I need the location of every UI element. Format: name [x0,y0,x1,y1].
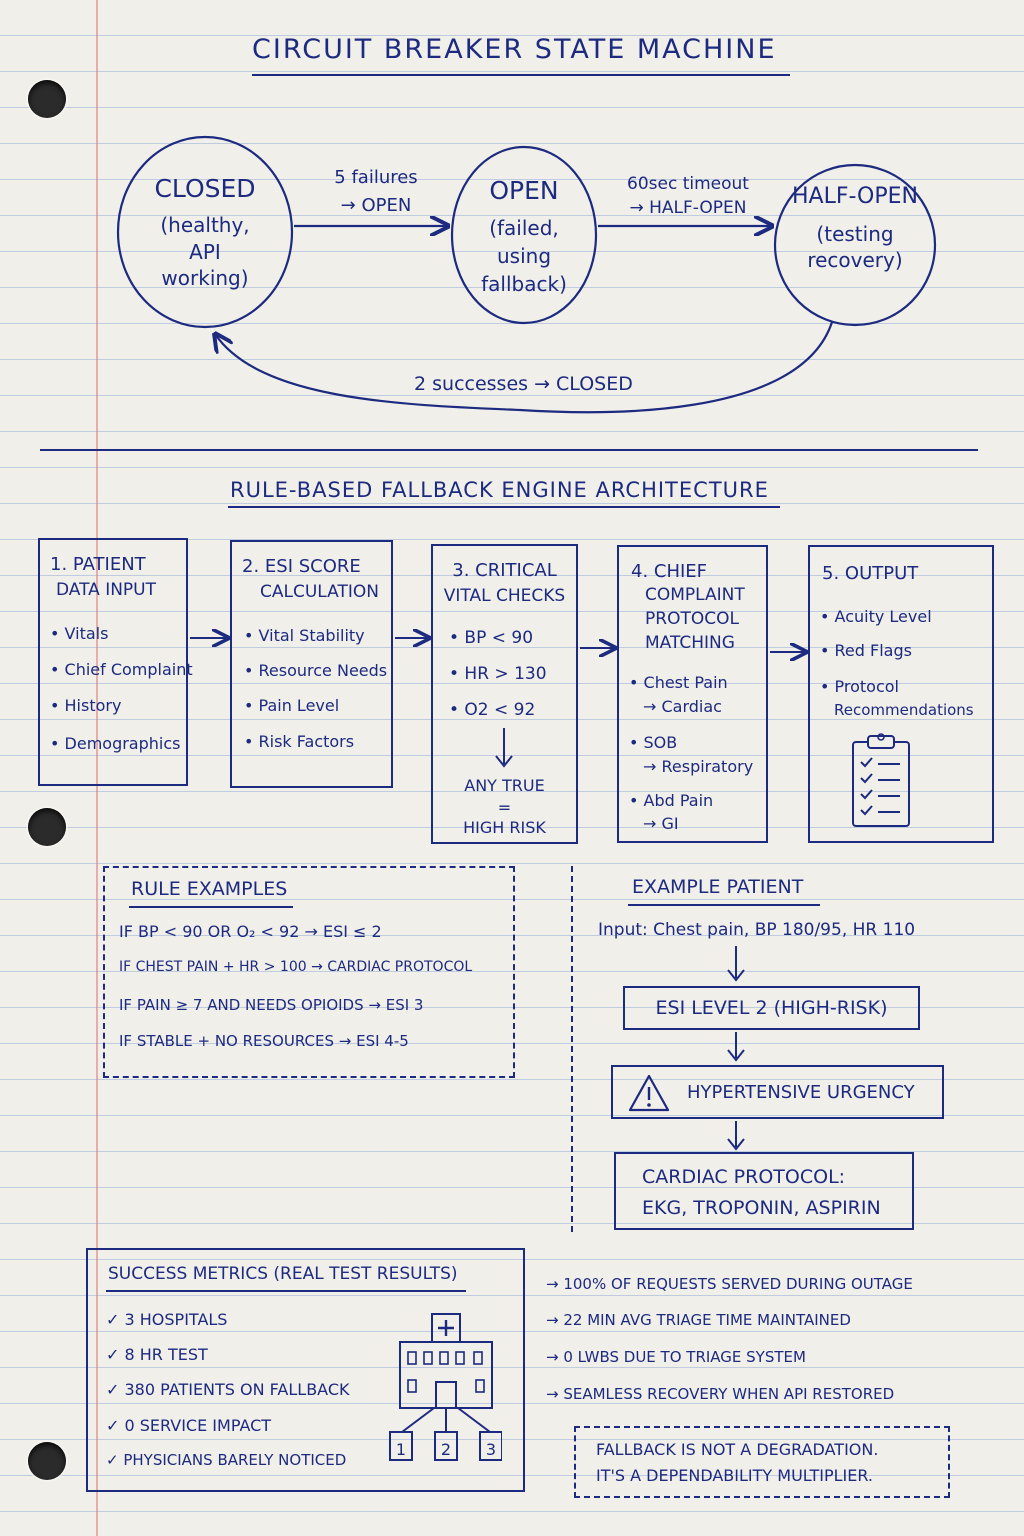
step-title: 5. OUTPUT [822,563,919,584]
down-arrow [722,944,752,986]
open-state-desc: fallback) [481,272,567,296]
quote-panel [574,1426,950,1498]
step-item: → GI [643,814,679,833]
transition-label: 60sec timeout [627,174,749,194]
architecture-title: RULE-BASED FALLBACK ENGINE ARCHITECTURE [230,478,769,502]
step-item: • BP < 90 [449,628,534,648]
closed-state-desc: (healthy, [160,213,250,237]
example-patient-title: EXAMPLE PATIENT [632,876,804,898]
node-label: 1 [395,1440,407,1459]
warning-result [611,1065,944,1119]
open-state-desc: using [496,244,552,268]
down-arrow [722,1119,752,1153]
result-line: → 22 MIN AVG TRIAGE TIME MAINTAINED [546,1311,851,1329]
dashed-divider [571,866,573,1232]
transition-label: → OPEN [340,195,412,216]
protocol-label: CARDIAC PROTOCOL: [642,1166,846,1188]
transition-half-open-to-closed [215,322,832,412]
step-item: • Red Flags [820,641,912,660]
title-underline [228,506,780,508]
result-line: → 0 LWBS DUE TO TRIAGE SYSTEM [546,1348,806,1366]
closed-state-desc: working) [161,266,249,290]
title-underline [129,906,293,908]
node-label: 2 [440,1440,452,1459]
step-title: MATCHING [645,633,735,653]
half-open-state-desc: recovery) [807,248,903,272]
metric-item: ✓ 380 PATIENTS ON FALLBACK [106,1380,350,1399]
step-title: VITAL CHECKS [443,586,566,606]
step-title: 1. PATIENT [50,554,146,575]
esi-level-result [623,986,920,1030]
step-item: • History [50,696,122,715]
rule-line: IF PAIN ≥ 7 AND NEEDS OPIOIDS → ESI 3 [119,996,424,1014]
step-item: • Resource Needs [244,661,388,680]
step-title: CALCULATION [260,582,379,602]
warning-label: HYPERTENSIVE URGENCY [687,1082,915,1103]
punch-hole [28,808,66,846]
step-title: 2. ESI SCORE [242,556,361,577]
closed-state-label: CLOSED [154,174,256,203]
rule-line: IF BP < 90 OR O₂ < 92 → ESI ≤ 2 [119,922,382,941]
step-title: COMPLAINT [645,585,745,605]
step-item: • Vitals [50,624,109,643]
down-arrow [722,1030,752,1064]
closed-state-desc: API [189,240,221,264]
section-divider [40,449,978,451]
result-line: → 100% OF REQUESTS SERVED DURING OUTAGE [546,1275,913,1293]
protocol-result [614,1152,914,1230]
transition-label: → HALF-OPEN [629,198,747,218]
step-item: • O2 < 92 [449,700,536,720]
transition-label: 5 failures [334,167,418,188]
rule-line: IF CHEST PAIN + HR > 100 → CARDIAC PROTOCOL [119,959,473,975]
step-title: PROTOCOL [645,609,739,629]
metric-item: ✓ 8 HR TEST [106,1345,208,1364]
state-machine-title: CIRCUIT BREAKER STATE MACHINE [252,34,777,65]
step-title: 4. CHIEF [631,561,708,582]
esi-level-label: ESI LEVEL 2 (HIGH-RISK) [655,997,888,1019]
panel-title: RULE EXAMPLES [131,878,288,900]
step-item: • Abd Pain [629,791,714,810]
step-item: • Vital Stability [244,626,365,645]
step-item: • Chief Complaint [50,660,193,679]
panel-title: SUCCESS METRICS (REAL TEST RESULTS) [108,1264,458,1284]
half-open-state-desc: (testing [816,222,894,246]
down-arrow [490,726,520,770]
example-input: Input: Chest pain, BP 180/95, HR 110 [598,920,916,940]
metric-item: ✓ PHYSICIANS BARELY NOTICED [106,1451,347,1469]
open-state-label: OPEN [489,176,559,205]
step-title: 3. CRITICAL [452,560,557,581]
step-item: • Protocol [820,677,899,696]
result-line: → SEAMLESS RECOVERY WHEN API RESTORED [546,1385,895,1403]
step-result: ANY TRUE [464,776,545,795]
step-item: • Chest Pain [629,673,728,692]
quote-line: IT'S A DEPENDABILITY MULTIPLIER. [596,1466,874,1485]
title-underline [628,904,820,906]
step-title: DATA INPUT [56,580,157,600]
step-item: • Acuity Level [820,607,932,626]
step-result: HIGH RISK [463,818,546,837]
step-result: = [497,798,512,817]
step-chief-complaint-protocol-matching [617,545,768,843]
step-item: → Respiratory [643,757,754,776]
metric-item: ✓ 0 SERVICE IMPACT [106,1416,272,1435]
step-item: Recommendations [834,701,974,719]
title-underline [106,1290,466,1292]
warning-triangle-icon [627,1073,671,1113]
step-item: • Demographics [50,734,181,753]
step-item: • Pain Level [244,696,340,715]
step-item: → Cardiac [643,697,722,716]
metric-item: ✓ 3 HOSPITALS [106,1310,228,1329]
pipeline-arrows [0,600,1024,680]
open-state-desc: (failed, [489,216,559,240]
punch-hole [28,1442,66,1480]
step-item: • SOB [629,733,678,752]
transition-label: 2 successes → CLOSED [414,373,633,395]
node-label: 3 [485,1440,497,1459]
step-item: • HR > 130 [449,664,547,684]
step-critical-vital-checks [431,544,578,844]
quote-line: FALLBACK IS NOT A DEGRADATION. [596,1440,879,1459]
rule-examples-panel [103,866,515,1078]
protocol-label: EKG, TROPONIN, ASPIRIN [642,1197,881,1219]
rule-line: IF STABLE + NO RESOURCES → ESI 4-5 [119,1032,409,1050]
clipboard-checklist-icon [848,732,914,828]
half-open-state-label: HALF-OPEN [792,184,918,209]
step-item: • Risk Factors [244,732,355,751]
